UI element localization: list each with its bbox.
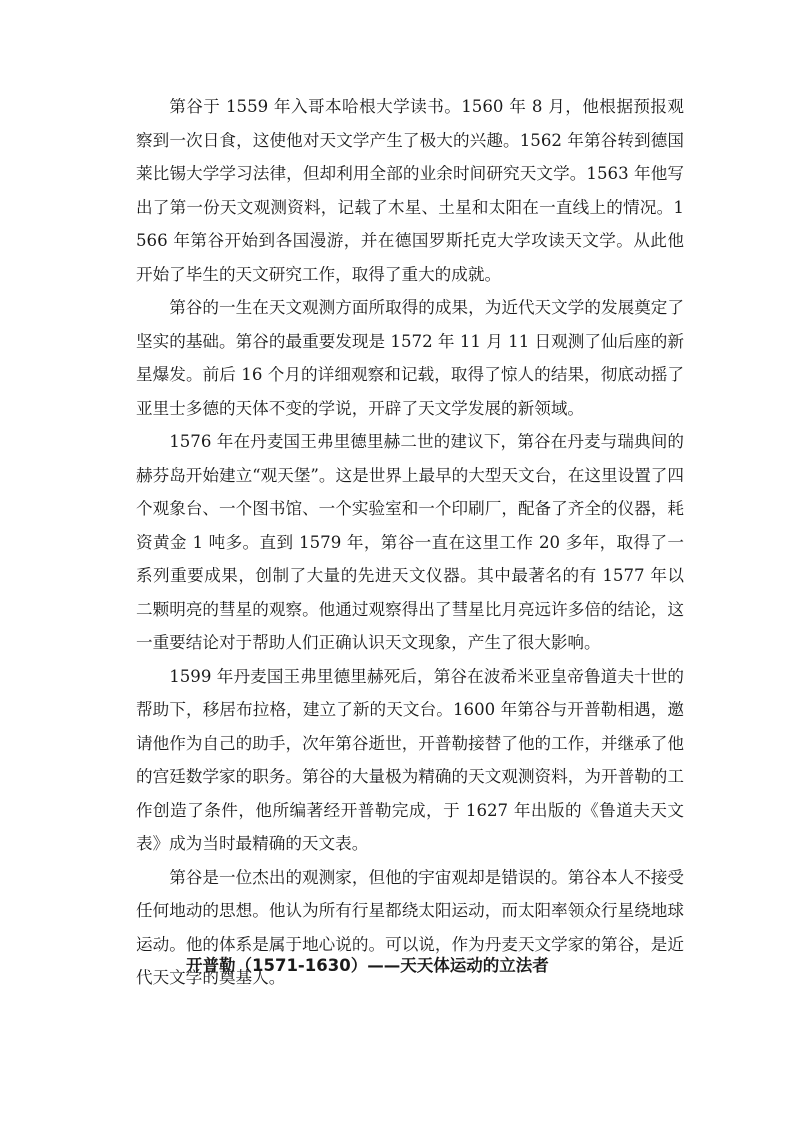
paragraph-cosmology: 第谷是一位杰出的观测家，但他的宇宙观却是错误的。第谷本人不接受任何地动的思想。他认为所有行星都绕太阳运动，而太阳率领众行星绕地球运动。他的体系是属于地心说的。可以说，作为丹麦天文学家的第谷，是近代天文学的奠基人。 (136, 867, 684, 987)
paragraph-prague: 1599 年丹麦国王弗里德里赫死后，第谷在波希米亚皇帝鲁道夫十世的帮助下，移居布拉格，建立了新的天文台。1600 年第谷与开普勒相遇，邀请他作为自己的助手，次年第谷逝世，开普勒接替了他的工作，并继承了他的宫廷数学家的职务。第谷的大量极为精确的天文观测资料，为开普勒的工作创造了条件，他所编著经开普勒完成，于 1627 年出版的《鲁道夫天文表》成为当时最精确的天文表。 (136, 666, 684, 853)
paragraph-achievements: 第谷的一生在天文观测方面所取得的成果，为近代天文学的发展奠定了坚实的基础。第谷的最重要发现是 1572 年 11 月 11 日观测了仙后座的新星爆发。前后 16 个月的详细观察和记载，取得了惊人的结果，彻底动摇了亚里士多德的天体不变的学说，开辟了天文学发展的新领域。 (136, 298, 684, 418)
section-heading-kepler: 开普勒（1571-1630）——天天体运动的立法者 (186, 956, 549, 975)
document-body (136, 90, 684, 995)
paragraph-education: 第谷于 1559 年入哥本哈根大学读书。1560 年 8 月，他根据预报观察到一次日食，这使他对天文学产生了极大的兴趣。1562 年第谷转到德国莱比锡大学学习法律，但却利用全部的业余时间研究天文学。1563 年他写出了第一份天文观测资料，记载了木星、土星和太阳在一直线上的情况。1566 年第谷开始到各国漫游，并在德国罗斯托克大学攻读天文学。从此他开始了毕生的天文研究工作，取得了重大的成就。 (136, 97, 684, 284)
paragraph-observatory: 1576 年在丹麦国王弗里德里赫二世的建议下，第谷在丹麦与瑞典间的赫芬岛开始建立“观天堡”。这是世界上最早的大型天文台，在这里设置了四个观象台、一个图书馆、一个实验室和一个印刷厂，配备了齐全的仪器，耗资黄金 1 吨多。直到 1579 年，第谷一直在这里工作 20 多年，取得了一系列重要成果，创制了大量的先进天文仪器。其中最著名的有 1577 年以二颗明亮的彗星的观察。他通过观察得出了彗星比月亮远许多倍的结论，这一重要结论对于帮助人们正确认识天文现象，产生了很大影响。 (136, 432, 684, 652)
